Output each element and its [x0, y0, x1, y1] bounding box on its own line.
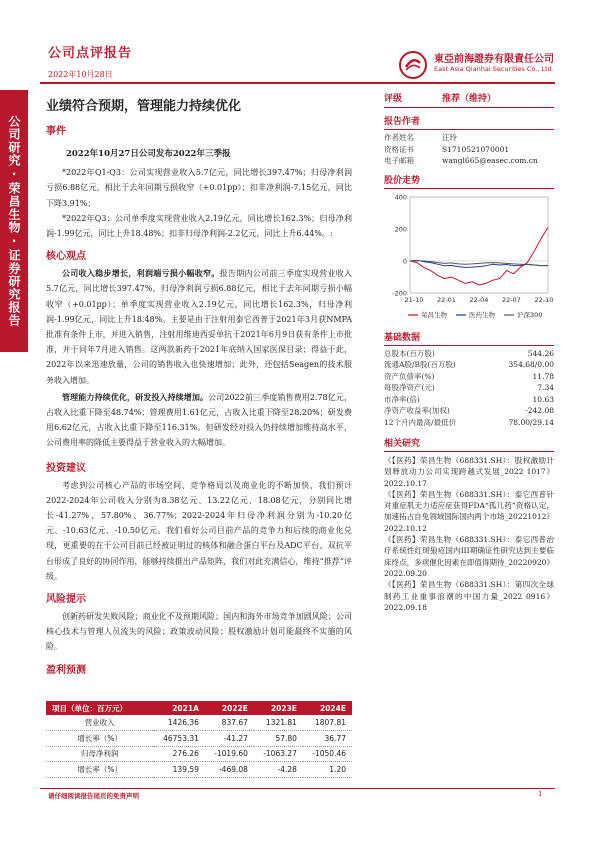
table-cell: 837.67: [205, 715, 254, 731]
basic-key: 市净率(倍): [384, 394, 420, 404]
basic-key: 流通A股/B股(百万股): [384, 360, 456, 369]
basic-value: 78.00/29.14: [508, 417, 554, 427]
side-tab-line-1: 公司研究·: [7, 115, 21, 182]
analyst-heading: 报告作者: [384, 117, 421, 127]
y-tick-label: 200: [394, 225, 407, 233]
table-col-header: 2024E: [303, 701, 352, 715]
advice-p: 考虑到公司核心产品的市场空间、竞争格局以及商业化的不断加快，我们预计2022-2024年公司收入分别为8.38亿元、13.22亿元、18.08亿元，分别同比增长-41.27%、57.80%、36.77%；2022-2024年归母净利润分别为-10.20亿元、-10.63亿元、-10.50亿元。我们看好公司目前产品的竞争力和后续的商业化兑现，更重要的在于公司目前已经被证明过的核体和融合蛋白平台及ADC平台、双抗平台形成了良好的协同作用，能够持续推出产品矩阵，我们对此充满信心，维持“推荐”评级。: [46, 480, 352, 581]
basic-value: 11.78: [532, 371, 554, 381]
page-title: 业绩符合预期，管理能力持续优化: [46, 99, 242, 114]
basic-key: 资产负债率(%): [384, 371, 435, 381]
right-column: [384, 91, 554, 613]
series-line: [410, 260, 548, 265]
x-tick-label: 22-01: [437, 295, 456, 304]
table-cell: 57.80: [254, 731, 303, 747]
table-row: [46, 762, 352, 778]
event-p1: *2022年Q1-Q3：公司实现营业收入5.7亿元，同比增长397.47%；归母净利润亏损6.88亿元，相比于去年同期亏损收窄（+0.01pp）；扣非净利润-7.15亿元，同比下降3.91%；: [46, 168, 352, 208]
plot-frame: [410, 197, 548, 293]
footer-rule: [40, 788, 555, 789]
basic-row: [384, 382, 554, 394]
basic-row: [384, 417, 554, 429]
x-tick-label: 22-07: [502, 295, 521, 304]
side-category-tab: [0, 90, 28, 352]
analyst-row: [384, 132, 554, 144]
y-tick-label: 0: [402, 257, 407, 265]
legend-label: 医药生物: [469, 310, 495, 319]
basic-value: 354.68/0.00: [508, 360, 554, 369]
event-heading: 事件: [46, 126, 66, 137]
table-cell: 1807.81: [303, 715, 352, 731]
report-date: 2022年10月28日: [48, 70, 113, 79]
risk-heading: 风险提示: [46, 594, 86, 606]
core-p2: [46, 390, 352, 451]
table-cell: -41.27: [205, 731, 254, 747]
chart-rule: [384, 188, 554, 189]
basic-key: 总股本(百万股): [384, 348, 435, 358]
table-cell: 276.26: [153, 746, 205, 762]
basic-key: 净资产收益率(加权): [384, 406, 450, 415]
analyst-row: [384, 144, 554, 156]
related-item[interactable]: 《【医药】荣昌生物（688331.SH）：股权激励计划释放动力公司实现跨越式发展_2022 1017》2022.10.17: [384, 456, 554, 488]
forecast-heading: 盈利预测: [46, 664, 86, 676]
core-p1-text: 报告期内公司前三季度实现营业收入5.7亿元，同比增长397.47%，归母净利润亏损6.88亿元，相比于去年同期亏损小幅收窄（+0.01pp）；单季度实现营业收入2.19亿元，同比增长162.3%，归母净利润-1.99亿元，同比上升18.48%。主要是由于注射用泰它西普于2021年3月获NMPA批准有条件上市，并进入销售，注射用维迪西妥单抗于2021年6月9日获有条件上市批准，并于同年7月进入销售。这两款新药于2021年底纳入国家医保目录；得益于此，2022年以来迅速放量，公司的销售收入也快速增加；此外，还包括Seagen的技术服务收入增加。: [46, 269, 353, 385]
table-cell: 139.59: [153, 762, 205, 778]
y-tick-label: -200: [392, 289, 407, 297]
table-row: [46, 746, 352, 762]
analyst-key: 资格证书: [384, 144, 414, 154]
company-name-en: East Asia Qianhai Securities Co., Ltd.: [434, 65, 554, 73]
report-type: 公司点评报告: [48, 46, 133, 61]
basic-value: 7.34: [537, 383, 554, 392]
basic-key: 每股净资产(元): [384, 383, 435, 392]
analyst-key: 作者姓名: [384, 133, 414, 142]
core-p2-bold: 管理能力持续优化，研发投入持续增加。: [62, 391, 209, 402]
table-cell: 增长率（%）: [46, 731, 153, 747]
rating-rule: [384, 107, 554, 108]
table-cell: -1050.46: [303, 746, 352, 762]
page-number: 1: [538, 790, 543, 798]
basic-row: [384, 359, 554, 371]
table-row: [46, 715, 352, 731]
event-p2: *2022年Q3：公司单季度实现营业收入2.19亿元，同比增长162.3%；归母净利润-1.99亿元，同比上升18.48%；扣非归母净利润-2.2亿元，同比上升6.44%。:: [46, 213, 352, 239]
x-tick-label: 22-10: [534, 295, 554, 304]
x-tick-label: 21-10: [404, 295, 424, 304]
table-row: [46, 731, 352, 747]
chart-heading: 股价走势: [384, 175, 421, 186]
rating-label: 评级: [384, 94, 403, 104]
related-item[interactable]: 《【医药】荣昌生物（688331.SH）：泰它西普治疗系统性红斑狼疮国内III期确证性研究达到主要临床终点，多项催化因素在即值得期待_20220920》2022.09.20: [384, 535, 554, 578]
basic-rule: [384, 345, 554, 346]
core-p1-bold: 公司收入稳步增长，利润端亏损小幅收窄。: [62, 268, 220, 279]
left-column: [46, 122, 352, 676]
core-p1: [46, 266, 352, 388]
table-cell: 36.77: [303, 731, 352, 747]
core-heading: 核心观点: [46, 251, 86, 263]
company-name-cn: 東亞前海證券有限責任公司: [434, 54, 554, 65]
table-cell: -1019.60: [205, 746, 254, 762]
table-header-row: [46, 701, 352, 715]
header-rule: [40, 82, 555, 84]
stock-price-chart: [384, 191, 554, 326]
advice-heading: 投资建议: [46, 462, 86, 474]
footer-disclaimer: 请仔细阅读报告尾页的免责声明: [48, 792, 139, 800]
legend-label: 沪深300: [517, 310, 543, 319]
table-cell: 增长率（%）: [46, 762, 153, 778]
basic-row: [384, 371, 554, 383]
analyst-key: 电子邮箱: [384, 156, 414, 165]
table-cell: 归母净利润: [46, 746, 153, 762]
table-cell: 营业收入: [46, 715, 153, 731]
basic-key: 12个月内最高/最低价: [384, 417, 457, 427]
table-col-header: 项目（单位：百万元）: [46, 701, 153, 715]
table-cell: 1321.81: [254, 715, 303, 731]
basic-heading: 基础数据: [384, 332, 421, 343]
table-cell: -469.08: [205, 762, 254, 778]
analyst-row: [384, 155, 554, 167]
table-cell: 1426.36: [153, 715, 205, 731]
basic-row: [384, 405, 554, 417]
table-cell: -4.28: [254, 762, 303, 778]
table-col-header: 2023E: [254, 701, 303, 715]
series-line: [410, 227, 548, 285]
core-p2-text: 公司2022前三季度销售费用2.78亿元，占收入比重下降至48.74%；管理费用1.61亿元，占收入比重下降至28.20%；研发费用6.62亿元，占收入比重下降至116.31%。但研发经对投入仍持续增加维持高水平，公司费用率的降低主要得益于营业收入的大幅增加。: [46, 392, 353, 448]
analyst-list: [384, 132, 554, 167]
company-logo-icon: [398, 50, 428, 80]
forecast-table: [46, 701, 352, 778]
basic-row: [384, 394, 554, 406]
analyst-rule: [384, 129, 554, 130]
basic-list: [384, 348, 554, 429]
basic-value: 544.26: [527, 348, 554, 358]
event-lead: 2022年10月27日公司发布2022年三季报: [66, 149, 231, 159]
analyst-value: 汪玲: [442, 133, 457, 142]
related-item[interactable]: 《【医药】荣昌生物（688331.SH）：泰它西普针对重症肌无力适应症获得FDA“孤儿药”资格认定，加速拓占自免领域国际国内两个市场_20221012》2022.10.12: [384, 489, 554, 533]
basic-value: -242.08: [525, 406, 554, 415]
y-tick-label: 400: [394, 193, 407, 201]
table-col-header: 2022E: [205, 701, 254, 715]
x-tick-label: 22-04: [469, 295, 489, 304]
rating-value: 推荐（维持）: [442, 94, 497, 104]
analyst-value: wangl665@easec.com.cn: [442, 156, 538, 165]
side-tab-line-3: 证券研究报告: [7, 249, 21, 327]
table-cell: 46753.31: [153, 731, 205, 747]
legend-label: 荣昌生物: [421, 310, 447, 319]
basic-value: 10.63: [532, 394, 554, 404]
table-cell: 1.20: [303, 762, 352, 778]
rating-row: [384, 91, 554, 104]
basic-row: [384, 348, 554, 360]
side-tab-line-2: 荣昌生物·: [7, 182, 21, 249]
related-rule: [384, 451, 554, 452]
table-cell: -1063.27: [254, 746, 303, 762]
risk-p: 创新药研发失败风险；商业化不及预期风险；国内和海外市场竞争加剧风险；公司核心技术与管理人员流失的风险；政策波动风险；股权激励计划可能最终不实施的风险。: [46, 612, 352, 652]
related-item[interactable]: 《【医药】荣昌生物（688331.SH）：第四次全球制药工业重事浪潮的中国力量_2022 0916》2022.09.18: [384, 580, 554, 612]
table-col-header: 2021A: [153, 701, 205, 715]
related-heading: 相关研究: [384, 439, 421, 449]
analyst-value: S1710521070001: [442, 144, 510, 154]
